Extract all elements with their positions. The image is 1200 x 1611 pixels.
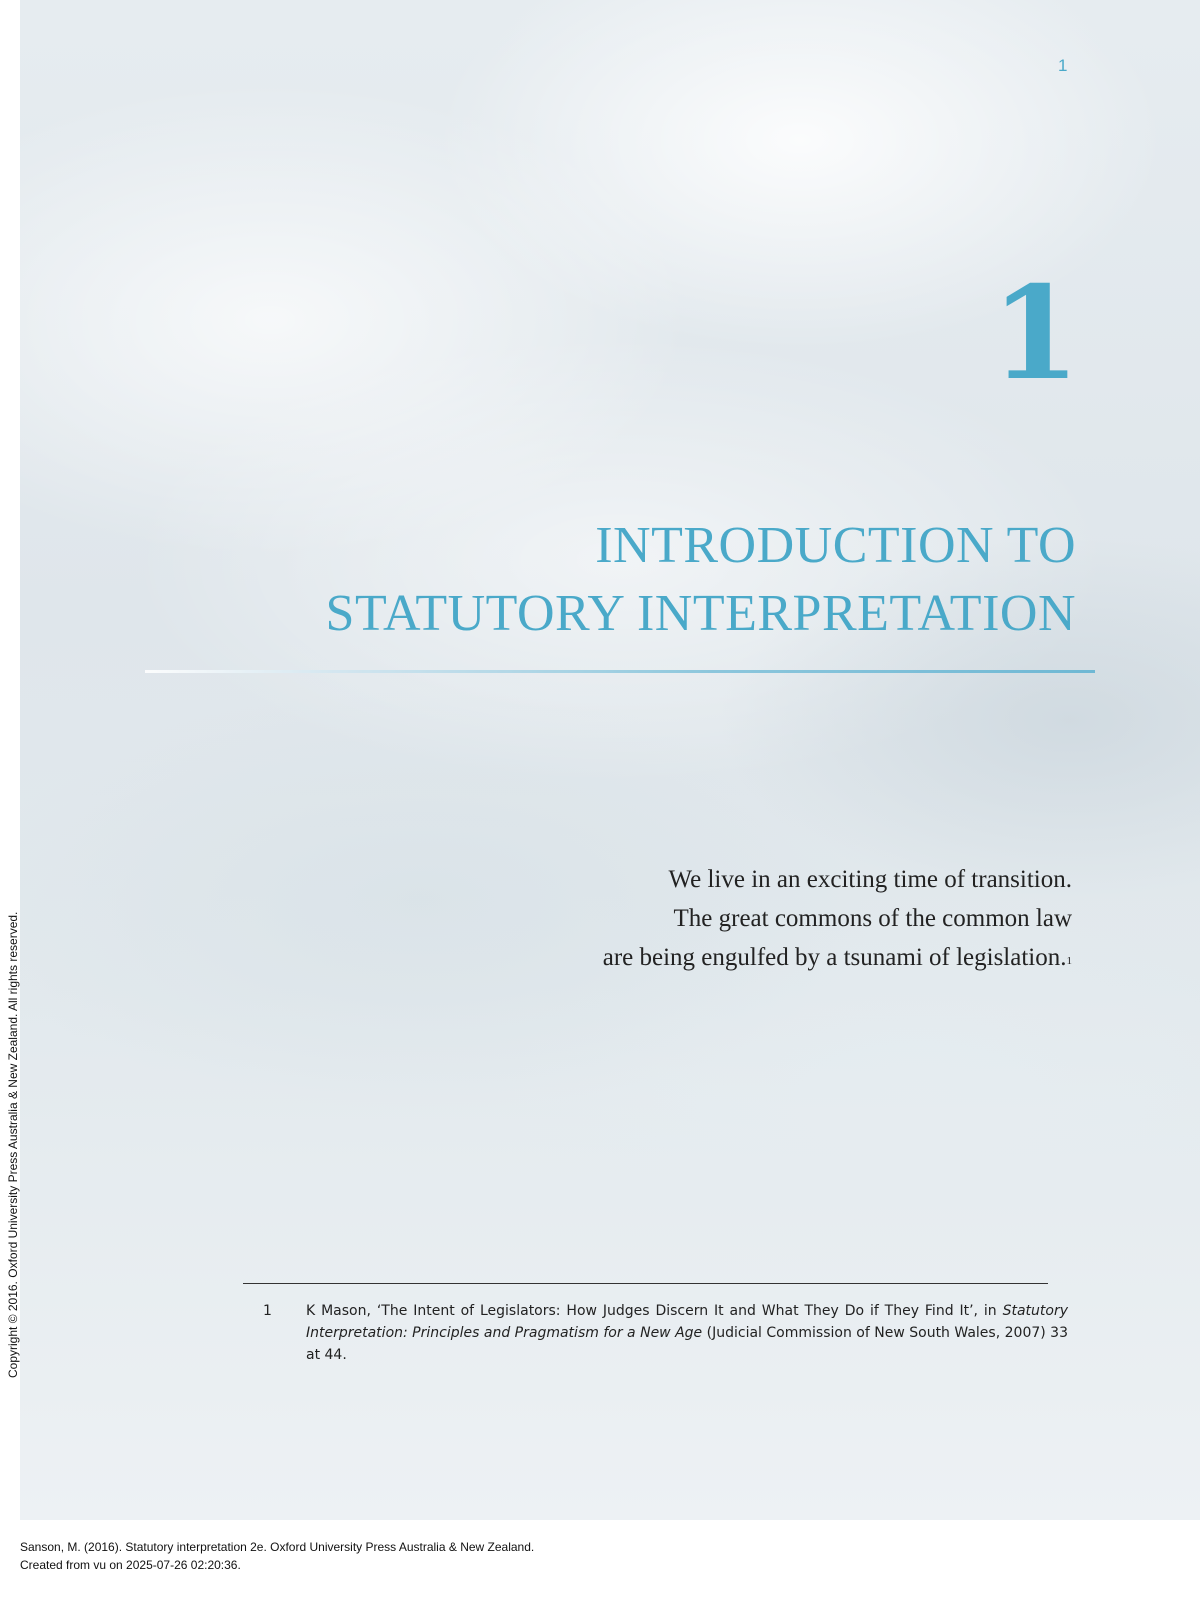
copyright-notice: Copyright © 2016. Oxford University Press Australia & New Zealand. All rights reserved.: [6, 911, 20, 1378]
citation-footer: [20, 1538, 534, 1574]
epigraph-line-1: We live in an exciting time of transition.: [668, 866, 1072, 893]
epigraph-line-3-wrap: [372, 938, 1072, 977]
title-divider: [145, 670, 1095, 673]
book-page: [20, 0, 1200, 1520]
footnote-reference: 1: [1066, 955, 1072, 967]
chapter-title: [176, 512, 1076, 648]
page-number: 1: [1058, 56, 1068, 75]
footnote-text-after: (Judicial Commission of New South Wales, 2007) 33 at 44.: [306, 1325, 1068, 1363]
epigraph-line-2: The great commons of the common law: [673, 905, 1072, 932]
chapter-number: 1: [990, 259, 1080, 409]
citation-line-2: Created from vu on 2025-07-26 02:20:36.: [20, 1558, 241, 1572]
footnote-book-title: Statutory Interpretation: Principles and Pragmatism for a New Age: [306, 1303, 1068, 1341]
footnote-number: 1: [263, 1303, 272, 1319]
epigraph-line-3: are being engulfed by a tsunami of legislation.: [602, 944, 1067, 971]
epigraph-quote: [372, 860, 1072, 977]
chapter-title-line-1: INTRODUCTION TO: [595, 517, 1076, 574]
footnote-text-before: K Mason, ‘The Intent of Legislators: How Judges Discern It and What They Do if They Find It’, in: [306, 1303, 1003, 1319]
citation-line-1: Sanson, M. (2016). Statutory interpretation 2e. Oxford University Press Australia & New Zealand.: [20, 1540, 535, 1554]
footnote-text: [306, 1300, 1068, 1366]
chapter-title-line-2: STATUTORY INTERPRETATION: [325, 585, 1076, 642]
footnote-rule: [243, 1283, 1048, 1284]
footnote: [263, 1300, 1068, 1366]
